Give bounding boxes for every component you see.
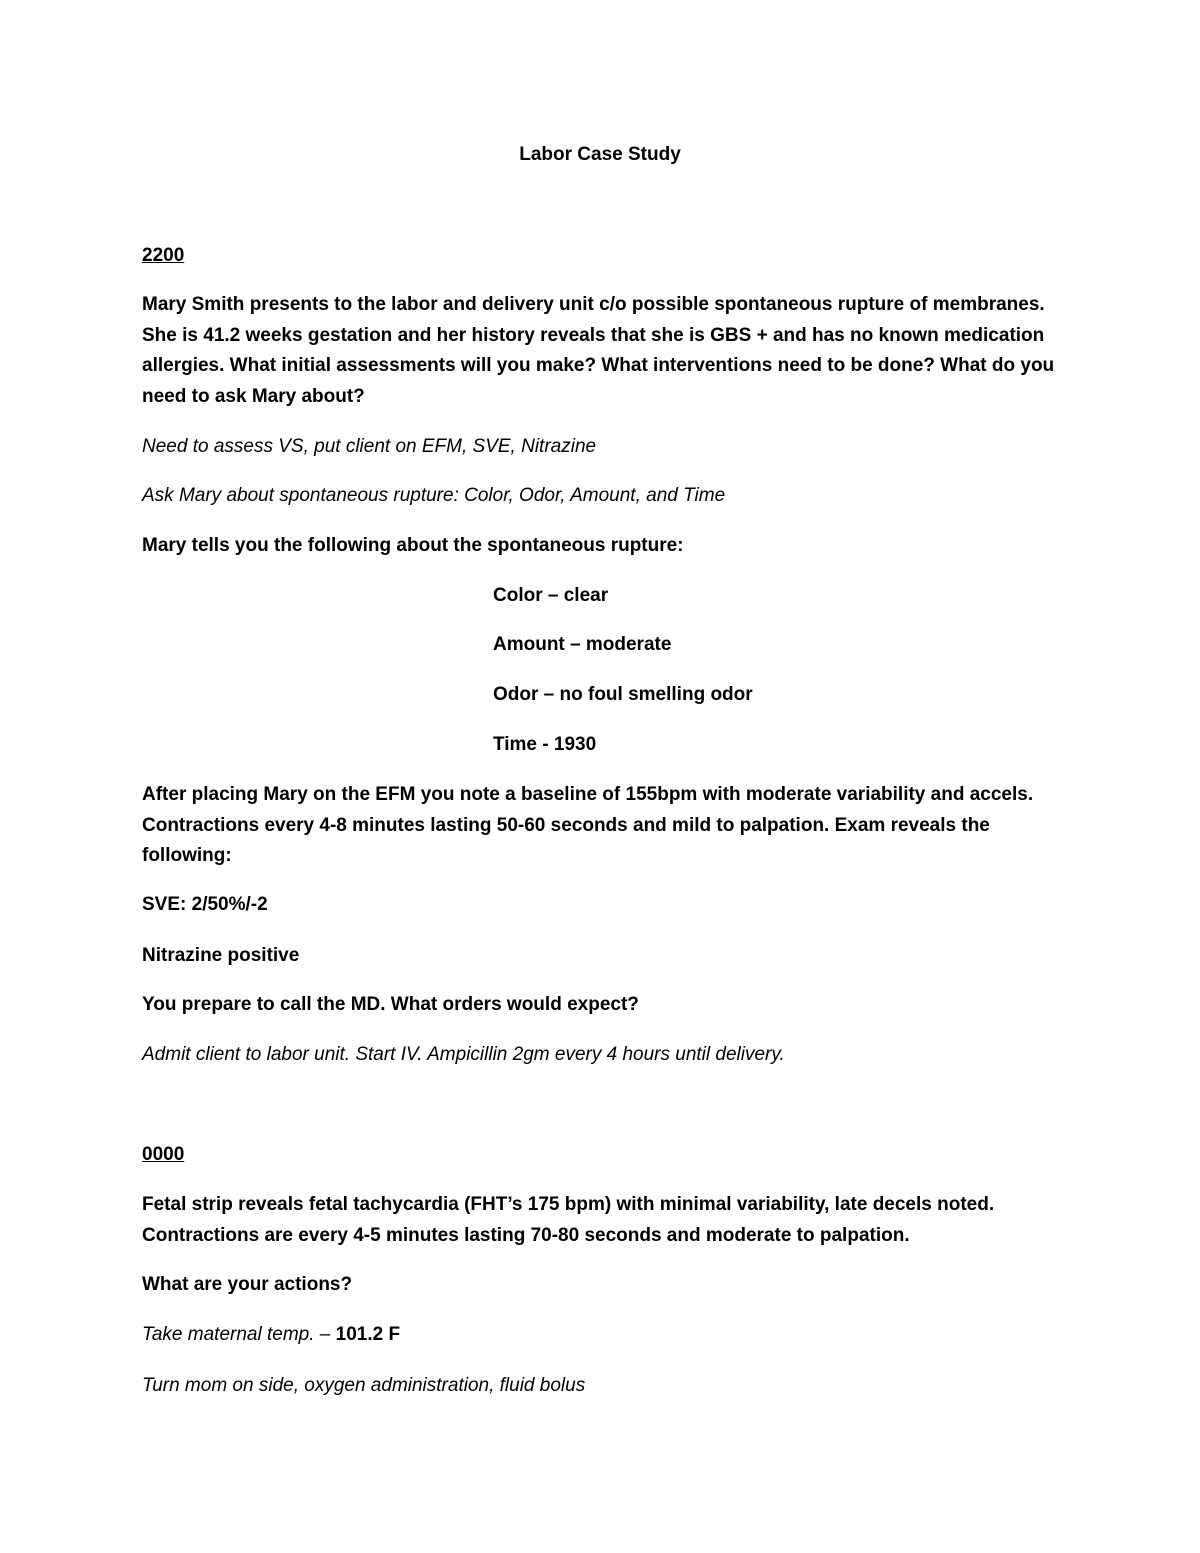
md-orders-answer: Admit client to labor unit. Start IV. Ampicillin 2gm every 4 hours until delivery.: [142, 1044, 785, 1065]
maternal-temp-line: [142, 1320, 1062, 1351]
rupture-detail-amount: Amount – moderate: [493, 634, 672, 655]
page-title: Labor Case Study: [519, 144, 681, 165]
rupture-detail-time: Time - 1930: [493, 734, 597, 755]
md-orders-question: You prepare to call the MD. What orders would expect?: [142, 994, 639, 1015]
maternal-temp-label: Take maternal temp. –: [142, 1324, 336, 1345]
rupture-detail-color: Color – clear: [493, 585, 609, 606]
section-time-0000: 0000: [142, 1144, 185, 1165]
maternal-temp-value: 101.2 F: [335, 1324, 401, 1345]
assessment-answer: Need to assess VS, put client on EFM, SVE, Nitrazine: [142, 436, 597, 457]
nursing-actions-answer: Turn mom on side, oxygen administration, fluid bolus: [142, 1375, 586, 1396]
rupture-intro: Mary tells you the following about the spontaneous rupture:: [142, 535, 684, 556]
case-intro-paragraph: Mary Smith presents to the labor and delivery unit c/o possible spontaneous rupture of membranes. She is 41.2 weeks gestation and her history reveals that she is GBS + and has no known medication allergies. What initial assessments will you make? What interventions need to be done? What do you need to ask Mary about?: [142, 294, 1055, 407]
nitrazine-result: Nitrazine positive: [142, 945, 300, 966]
efm-findings-paragraph: After placing Mary on the EFM you note a baseline of 155bpm with moderate variability and accels. Contractions every 4-8 minutes lasting 50-60 seconds and mild to palpation. Exam reveals the following:: [142, 784, 1034, 866]
section-time-2200: 2200: [142, 245, 185, 266]
rupture-detail-odor: Odor – no foul smelling odor: [493, 684, 753, 705]
fetal-strip-paragraph: Fetal strip reveals fetal tachycardia (FHT’s 175 bpm) with minimal variability, late decels noted. Contractions are every 4-5 minutes lasting 70-80 seconds and moderate to palpation.: [142, 1194, 995, 1246]
sve-result: SVE: 2/50%/-2: [142, 894, 268, 915]
actions-question: What are your actions?: [142, 1274, 353, 1295]
rupture-questions-answer: Ask Mary about spontaneous rupture: Color, Odor, Amount, and Time: [142, 485, 726, 506]
